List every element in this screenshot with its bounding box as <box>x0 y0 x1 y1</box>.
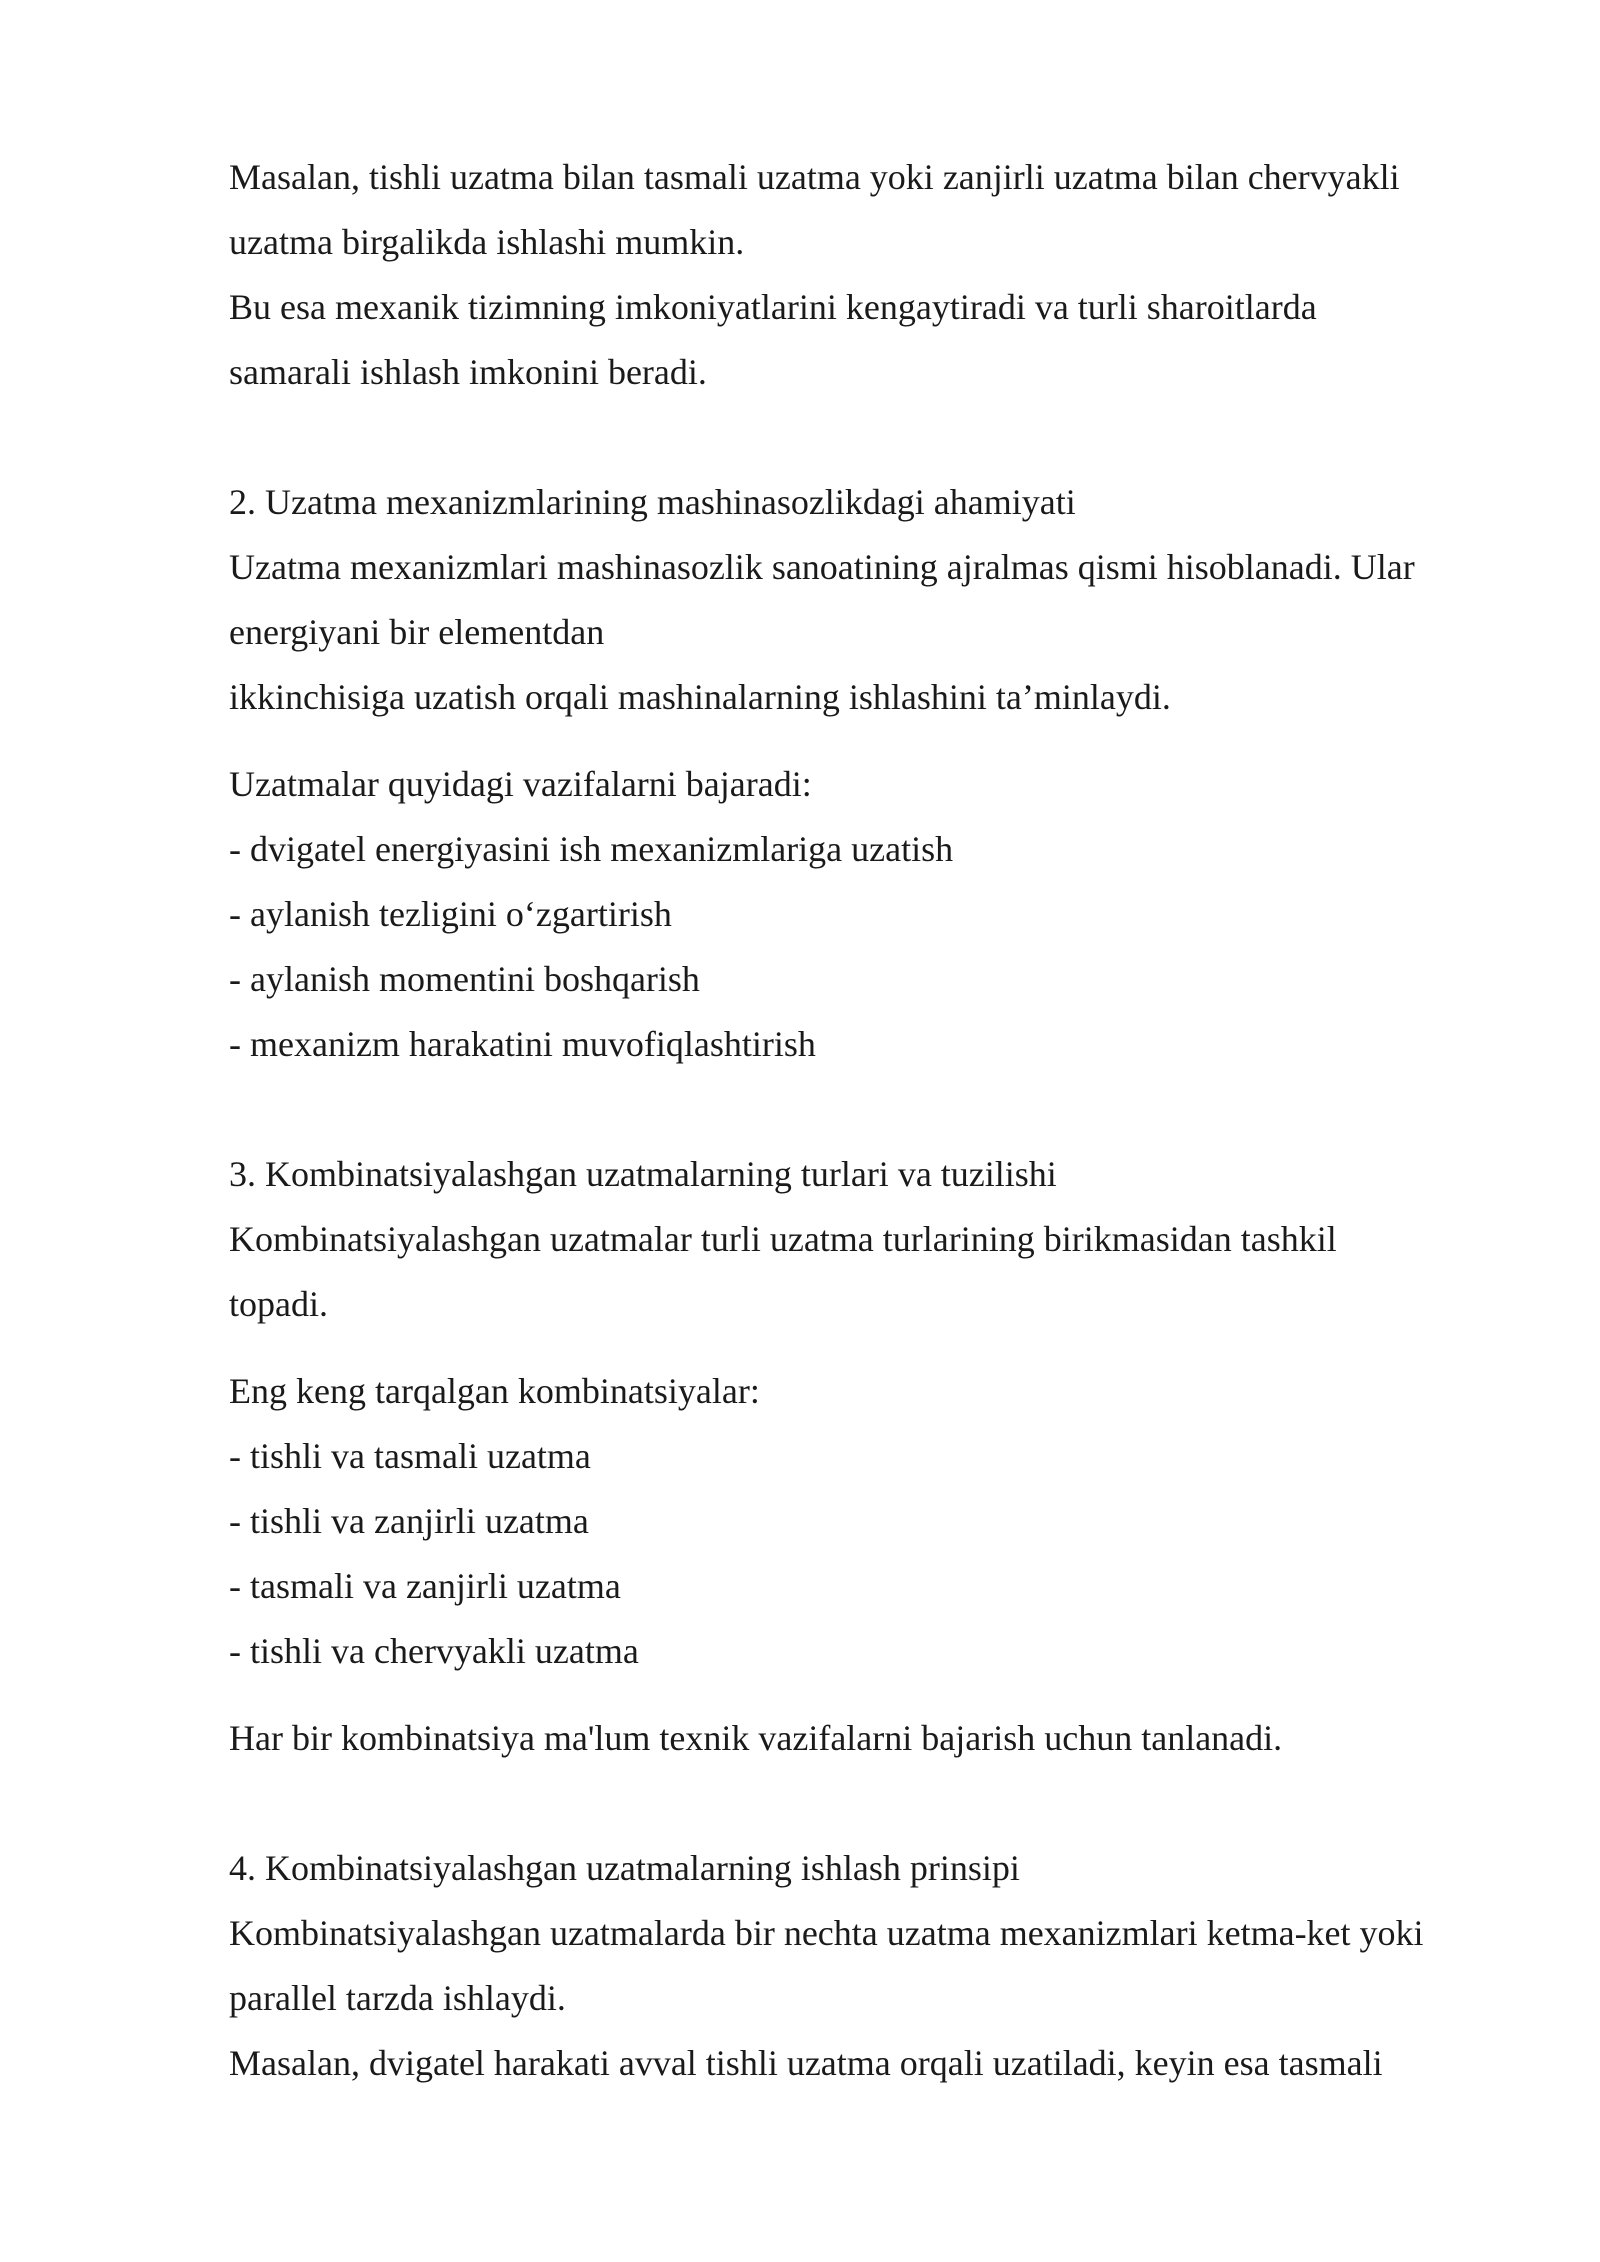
closing-line: Har bir kombinatsiya ma'lum texnik vazifalarni bajarish uchun tanlanadi. <box>229 1718 1283 1758</box>
section-heading: 2. Uzatma mexanizmlarining mashinasozlikdagi ahamiyati <box>229 482 1076 522</box>
list-item: - tishli va chervyakli uzatma <box>229 1631 639 1671</box>
list-item: - dvigatel energiyasini ish mexanizmlariga uzatish <box>229 829 954 869</box>
text-line: energiyani bir elementdan <box>229 612 605 652</box>
text-line: Bu esa mexanik tizimning imkoniyatlarini kengaytiradi va turli sharoitlarda <box>229 287 1317 327</box>
section-4 <box>229 1836 1509 2096</box>
text-line: Kombinatsiyalashgan uzatmalarda bir nechta uzatma mexanizmlari ketma-ket yoki <box>229 1913 1424 1953</box>
section-2 <box>229 470 1509 1077</box>
section-3 <box>229 1142 1509 1771</box>
spacer <box>229 1684 1509 1706</box>
text-line: parallel tarzda ishlaydi. <box>229 1978 566 2018</box>
text-line: samarali ishlash imkonini beradi. <box>229 352 707 392</box>
list-item: - tasmali va zanjirli uzatma <box>229 1566 621 1606</box>
document-body <box>229 145 1509 2096</box>
list-intro: Eng keng tarqalgan kombinatsiyalar: <box>229 1371 760 1411</box>
text-line: topadi. <box>229 1284 328 1324</box>
list-item: - aylanish tezligini o‘zgartirish <box>229 894 672 934</box>
list-item: - mexanizm harakatini muvofiqlashtirish <box>229 1024 816 1064</box>
text-line: Kombinatsiyalashgan uzatmalar turli uzatma turlarining birikmasidan tashkil <box>229 1219 1337 1259</box>
spacer <box>229 1077 1509 1142</box>
intro-paragraph <box>229 145 1509 405</box>
list-intro: Uzatmalar quyidagi vazifalarni bajaradi: <box>229 764 812 804</box>
section-heading: 4. Kombinatsiyalashgan uzatmalarning ishlash prinsipi <box>229 1848 1020 1888</box>
spacer <box>229 1337 1509 1359</box>
list-item: - tishli va tasmali uzatma <box>229 1436 591 1476</box>
spacer <box>229 405 1509 470</box>
text-line: uzatma birgalikda ishlashi mumkin. <box>229 222 745 262</box>
spacer <box>229 730 1509 752</box>
text-line: Masalan, dvigatel harakati avval tishli uzatma orqali uzatiladi, keyin esa tasmali <box>229 2043 1383 2083</box>
text-line: ikkinchisiga uzatish orqali mashinalarning ishlashini ta’minlaydi. <box>229 677 1171 717</box>
text-line: Uzatma mexanizmlari mashinasozlik sanoatining ajralmas qismi hisoblanadi. Ular <box>229 547 1415 587</box>
list-item: - aylanish momentini boshqarish <box>229 959 700 999</box>
list-item: - tishli va zanjirli uzatma <box>229 1501 589 1541</box>
section-heading: 3. Kombinatsiyalashgan uzatmalarning turlari va tuzilishi <box>229 1154 1057 1194</box>
text-line: Masalan, tishli uzatma bilan tasmali uzatma yoki zanjirli uzatma bilan chervyakli <box>229 157 1400 197</box>
spacer <box>229 1771 1509 1836</box>
